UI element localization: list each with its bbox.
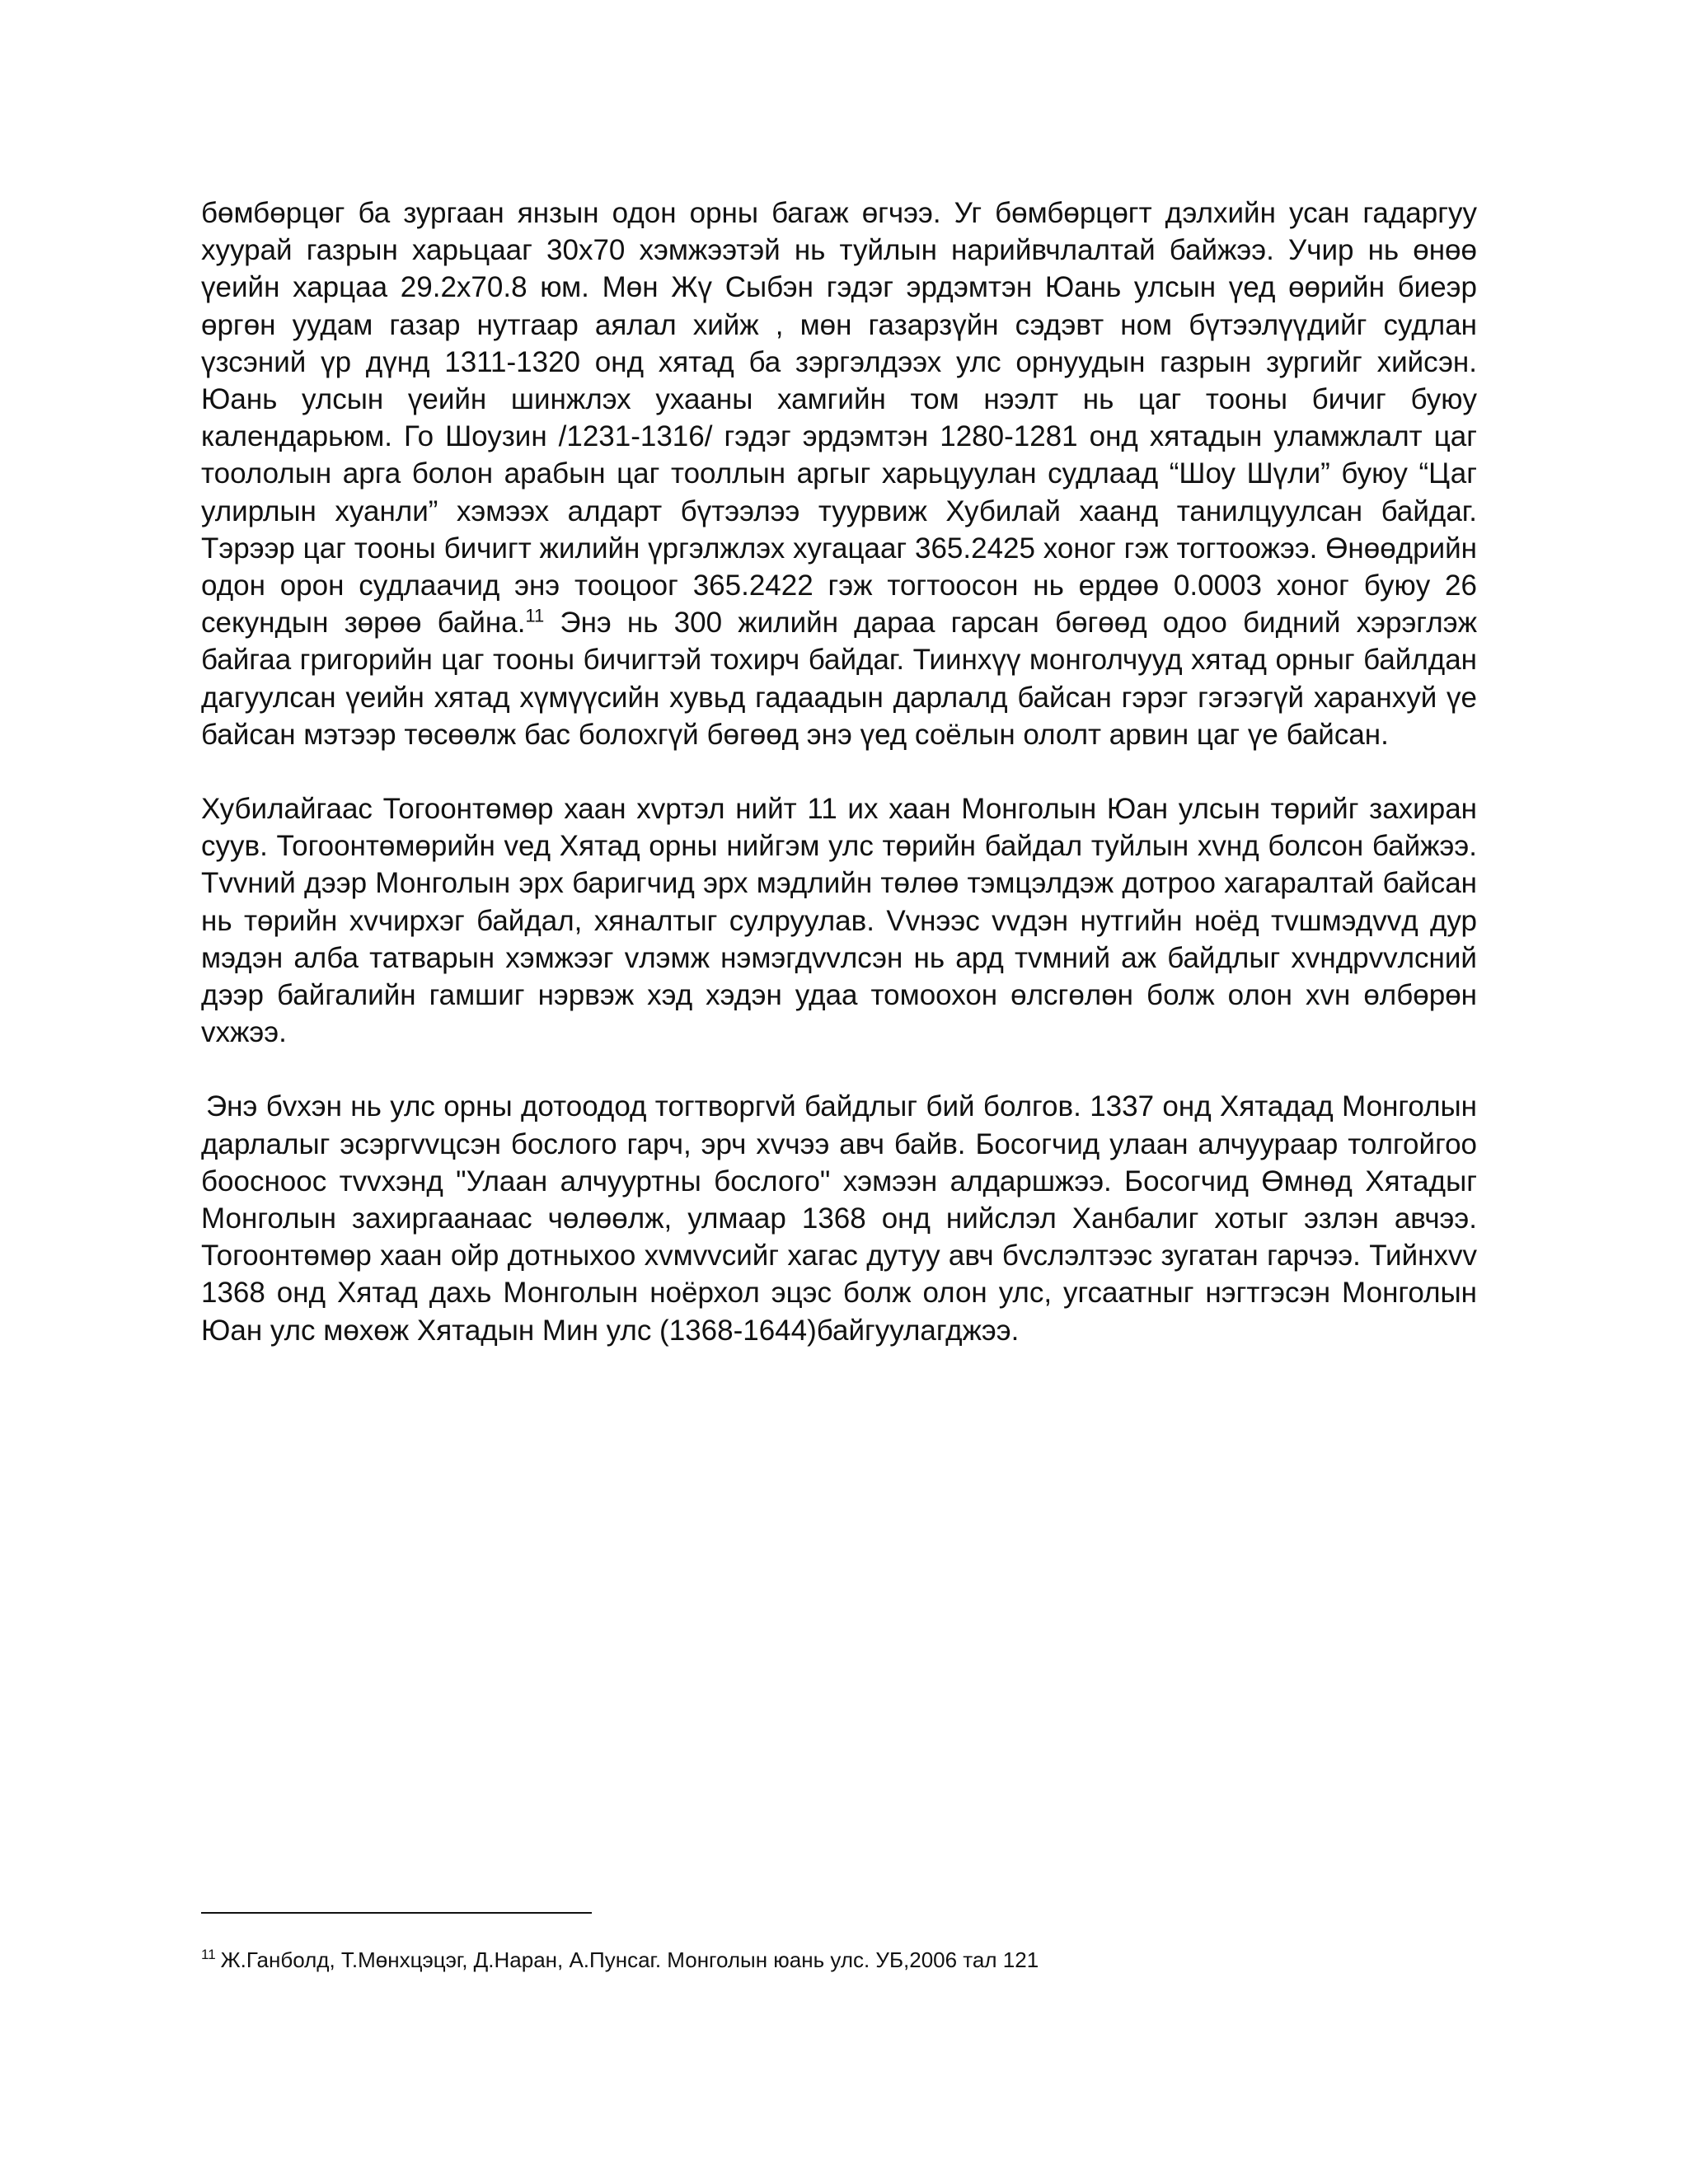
footnote-reference[interactable]: 11 (525, 605, 545, 626)
footnote (201, 1947, 1477, 1973)
paragraph-1 (201, 194, 1477, 753)
footnote-number: 11 (201, 1947, 216, 1963)
paragraph-2: Хубилайгаас Тогоонтөмөр хаан хvртэл нийт 11 их хаан Монголын Юан улсын төрийг захиран суув. Тогоонтөмөрийн vед Хятад орны нийгэм улс төрийн байдал туйлын хvнд болсон байжээ. Тvvний дээр Монголын эрх баригчид эрх мэдлийн төлөө тэмцэлдэж дотроо хагаралтай байсан нь төрийн хvчирхэг байдал, хяналтыг сулруулав. Vvнээс vvдэн нутгийн ноёд тvшмэдvvд дур мэдэн алба татварын хэмжээг vлэмж нэмэгдvvлсэн нь ард тvмний аж байдлыг хvндрvvлсний дээр байгалийн гамшиг нэрвэж хэд хэдэн удаа томоохон өлсгөлөн болж олон хvн өлбөрөн vхжээ. (201, 793, 1477, 1049)
paragraph-1-text: бөмбөрцөг ба зургаан янзын одон орны багаж өгчээ. Уг бөмбөрцөгт дэлхийн усан гадаргуу хуурай газрын харьцааг 30x70 хэмжээтэй нь туйлын нарийвчлалтай байжээ. Учир нь өнөө үеийн харцаа 29.2x70.8 юм. Мөн Жү Сыбэн гэдэг эрдэмтэн Юань улсын үед өөрийн биеэр өргөн уудам газар нутгаар аялал хийж , мөн газарзүйн сэдэвт ном бүтээлүүдийг судлан үзсэний үр дүнд 1311-1320 онд хятад ба зэргэлдээх улс орнуудын газрын зургийг хийсэн. Юань улсын үеийн шинжлэх ухааны хамгийн том нээлт нь цаг тооны бичиг буюу календарьюм. Го Шоузин /1231-1316/ гэдэг эрдэмтэн 1280-1281 онд хятадын уламжлалт цаг тоололын арга болон арабын цаг тооллын аргыг харьцуулан судлаад “Шоу Шүли” буюу “Цаг улирлын хуанли” хэмээх алдарт бүтээлээ туурвиж Хубилай хаанд танилцуулсан байдаг. Тэрээр цаг тооны бичигт жилийн үргэлжлэх хугацааг 365.2425 хоног гэж тогтоожээ. Өнөөдрийн одон орон судлаачид энэ тооцоог 365.2422 гэж тогтоосон нь ердөө 0.0003 хоног буюу 26 секундын зөрөө байна. (201, 197, 1477, 640)
body-text (201, 194, 1477, 1349)
paragraph-3: Энэ бvхэн нь улс орны дотоодод тогтворгvй байдлыг бий болгов. 1337 онд Хятадад Монголын дарлалыг эсэргvvцсэн бослого гарч, эрч хvчээ авч байв. Босогчид улаан алчуураар толгойгоо боосноос тvvхэнд "Улаан алчууртны бослого" хэмээн алдаршжээ. Босогчид Өмнөд Хятадыг Монголын захиргаанаас чөлөөлж, улмаар 1368 онд нийслэл Ханбалиг хотыг эзлэн авчээ. Тогоонтөмөр хаан ойр дотныхоо хvмvvсийг хагас дутуу авч бvслэлтээс зугатан гарчээ. Тийнхvv 1368 онд Хятад дахь Монголын ноёрхол эцэс болж олон улс, угсаатныг нэгтгэсэн Монголын Юан улс мөхөж Хятадын Мин улс (1368-1644)байгуулагджээ. (201, 1090, 1477, 1347)
paragraph-1-continuation: Энэ нь 300 жилийн дараа гарсан бөгөөд одоо бидний хэрэглэж байгаа григорийн цаг тооны бичигтэй тохирч байдаг. Тиинхүү монголчууд хятад орныг байлдан дагуулсан үеийн хятад хүмүүсийн хувьд гадаадын дарлалд байсан гэрэг гэгээгүй харанхуй үе байсан мэтээр төсөөлж бас болохгүй бөгөөд энэ үед соёлын ололт арвин цаг үе байсан. (201, 607, 1477, 751)
footnote-text: Ж.Ганболд, Т.Мөнхцэцэг, Д.Наран, А.Пунсаг. Монголын юань улс. УБ,2006 тал 121 (220, 1947, 1039, 1972)
footnote-separator (201, 1912, 592, 1914)
